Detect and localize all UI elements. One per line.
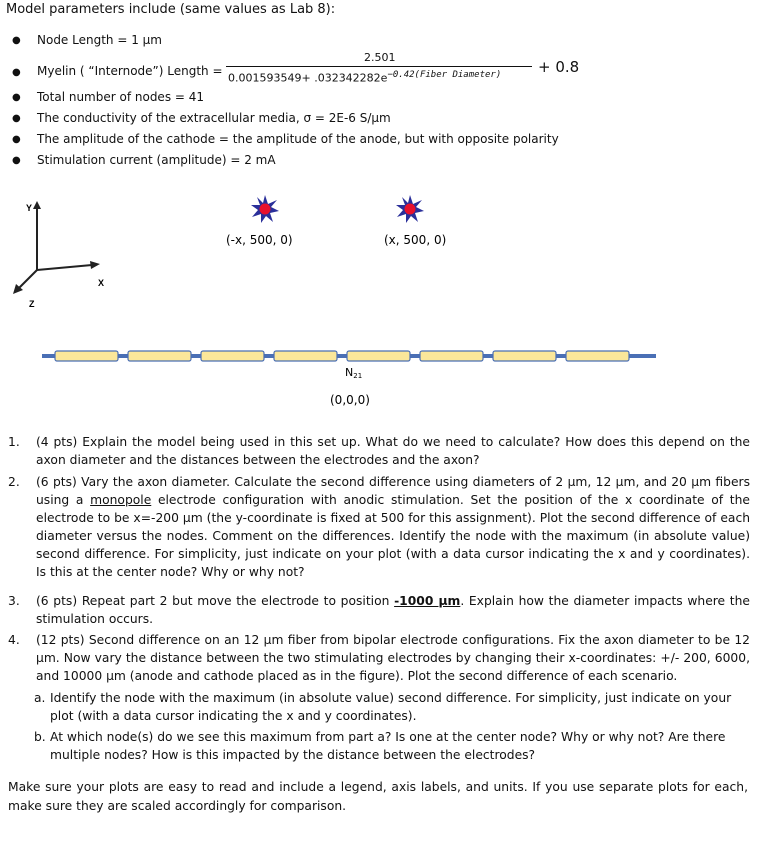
question-number: 4. — [8, 633, 20, 647]
bullet-dot: ● — [12, 67, 21, 78]
q2-part-b: electrode configuration with anodic stimulation. Set the position of the x coordinate of the electrode to be x=-200 µm (the y-coordinate is fixed at 500 for this assignment). Plot the second difference of each diameter versus the nodes. Comment on the differences. Identify the node with the maximum (in absolute value) second difference. For simplicity, just indicate on your plot (with a data cursor indicating the x and y coordinates). Is this at the center node? Why or why not? — [36, 493, 750, 579]
amplitude-text: The amplitude of the cathode = the amplitude of the anode, but with opposite polarity — [37, 132, 559, 146]
position-underlined: -1000 µm — [394, 594, 461, 608]
setup-figure — [0, 195, 776, 420]
conductivity-text: The conductivity of the extracellular media, σ = 2E-6 S/µm — [37, 111, 391, 125]
bullet-dot: ● — [12, 35, 21, 46]
stimulation-text: Stimulation current (amplitude) = 2 mA — [37, 153, 276, 167]
x-axis-label: X — [98, 278, 105, 288]
q3-part-a: (6 pts) Repeat part 2 but move the electrode to position — [36, 594, 395, 608]
myelin-segment — [201, 351, 264, 361]
y-axis-label: Y — [26, 203, 33, 213]
myelin-segment — [493, 351, 556, 361]
q3-part-b: . Explain how the diameter impacts where the stimulation occurs. — [36, 594, 750, 626]
node-subscript: 21 — [353, 372, 363, 380]
sub-text: At which node(s) do we see this maximum from part a? Is one at the center node? Why or why not? Are there multiple nodes? How is this impacted by the distance between the electrodes? — [50, 730, 726, 762]
x-axis-arrow — [90, 261, 100, 269]
z-axis-line — [18, 270, 37, 289]
question-1 — [8, 433, 748, 473]
denominator-base: 0.001593549+ .032342282e — [228, 71, 388, 85]
myelin-segment — [347, 351, 410, 361]
question-4 — [8, 631, 748, 691]
x-axis-line — [37, 265, 92, 270]
bullet-dot: ● — [12, 92, 21, 103]
cathode-electrode-icon — [396, 195, 424, 223]
center-node-label — [345, 366, 362, 380]
node-letter: N — [345, 366, 354, 379]
footer-note: Make sure your plots are easy to read and include a legend, axis labels, and units. If you use separate plots for each, make sure they are scaled accordingly for comparison. — [8, 780, 748, 813]
anode-electrode-icon — [251, 195, 279, 223]
left-electrode-coords: (-x, 500, 0) — [226, 233, 293, 247]
question-text: (4 pts) Explain the model being used in this set up. What do we need to calculate? How does this depend on the axon diameter and the distances between the electrodes and the axon? — [36, 435, 750, 467]
fraction-bar — [226, 66, 532, 67]
question-text — [36, 473, 750, 581]
q2-part-a: (6 pts) Vary the axon diameter. Calculate the second difference using diameters of 2 µm, 12 µm, and 20 µm fibers using a — [36, 475, 750, 507]
question-4a — [34, 689, 742, 725]
bullet-dot: ● — [12, 155, 21, 166]
bullet-dot: ● — [12, 134, 21, 145]
node-length-text: Node Length = 1 µm — [37, 33, 162, 47]
question-text — [36, 592, 750, 628]
myelin-segment — [566, 351, 629, 361]
intro-text: Model parameters include (same values as Lab 8): — [6, 2, 336, 17]
denominator-exponent: −0.42(Fiber Diameter) — [387, 70, 502, 80]
myelin-segment — [55, 351, 118, 361]
bullet-dot: ● — [12, 113, 21, 124]
question-4b — [34, 728, 742, 764]
myelin-segment — [274, 351, 337, 361]
sub-text: Identify the node with the maximum (in absolute value) second difference. For simplicity, just indicate on your plot (with a data cursor indicating the x and y coordinates). — [50, 691, 732, 723]
myelin-label: Myelin ( “Internode”) Length = — [37, 64, 223, 78]
myelin-formula-denominator — [228, 70, 501, 85]
monopole-underlined: monopole — [90, 493, 152, 507]
myelin-plus-term: + 0.8 — [538, 58, 580, 76]
origin-label: (0,0,0) — [330, 393, 370, 407]
right-electrode-coords: (x, 500, 0) — [384, 233, 447, 247]
myelin-segment — [420, 351, 483, 361]
electrode-core — [260, 204, 271, 215]
question-number: 2. — [8, 475, 20, 489]
myelin-formula-numerator: 2.501 — [364, 51, 396, 64]
sub-number: b. — [34, 730, 46, 744]
sub-number: a. — [34, 691, 46, 705]
question-number: 1. — [8, 435, 20, 449]
axon — [42, 351, 656, 361]
myelin-segment — [128, 351, 191, 361]
total-nodes-text: Total number of nodes = 41 — [37, 90, 205, 104]
question-3 — [8, 592, 748, 632]
coordinate-axes — [13, 201, 100, 294]
electrode-core — [405, 204, 416, 215]
question-text: (12 pts) Second difference on an 12 µm fiber from bipolar electrode configurations. Fix the axon diameter to be 12 µm. Now vary the distance between the two stimulating electrodes by changing their x-coordinates: +/- 200, 6000, and 10000 µm (anode and cathode placed as in the figure). Plot the second difference of each scenario. — [36, 633, 750, 683]
question-number: 3. — [8, 594, 20, 608]
z-axis-label: Z — [29, 299, 35, 309]
y-axis-arrow — [33, 201, 41, 209]
question-2 — [8, 473, 748, 597]
